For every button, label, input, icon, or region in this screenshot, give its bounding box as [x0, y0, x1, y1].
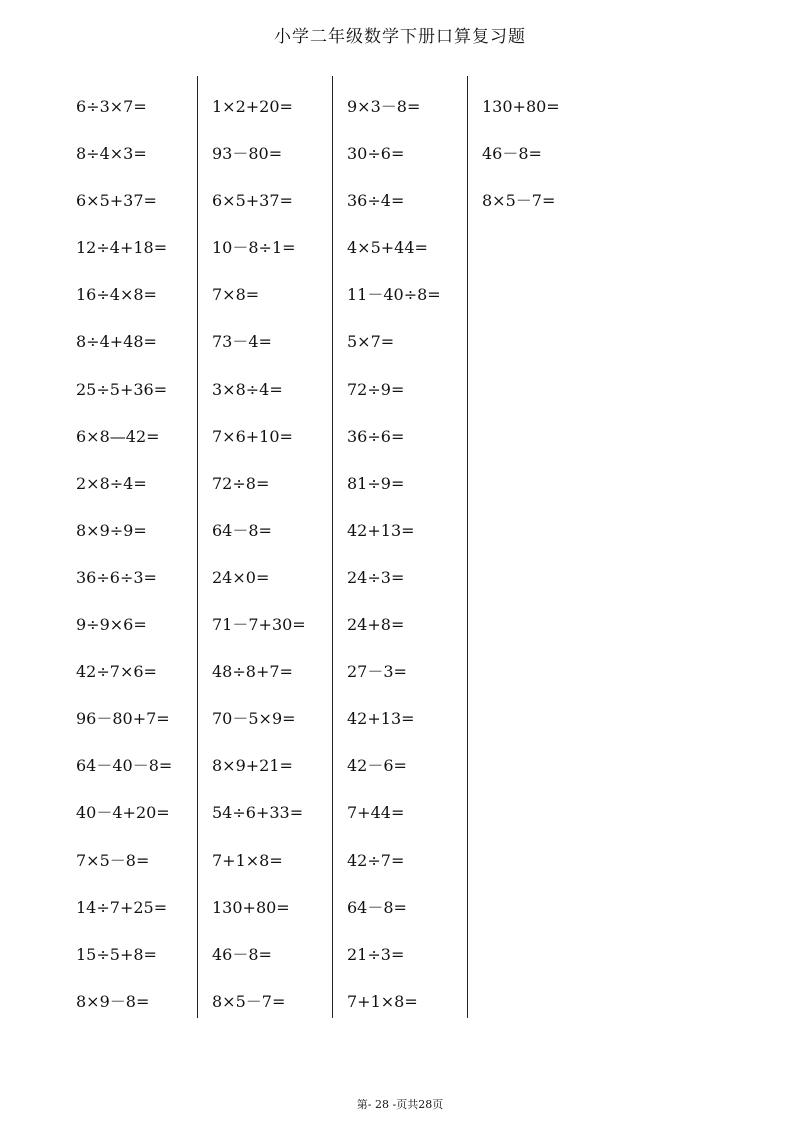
arithmetic-problem: 7×6+10= [212, 426, 293, 446]
arithmetic-problem: 8×5－7= [482, 191, 556, 211]
arithmetic-problem: 7+1×8= [212, 850, 283, 870]
arithmetic-problem: 10－8÷1= [212, 238, 296, 258]
arithmetic-problem: 27－3= [347, 662, 407, 682]
arithmetic-problem: 8×5－7= [212, 991, 286, 1011]
arithmetic-problem: 14÷7+25= [76, 897, 168, 917]
arithmetic-problem: 24×0= [212, 567, 270, 587]
arithmetic-problem: 81÷9= [347, 473, 405, 493]
arithmetic-problem: 8÷4×3= [76, 144, 147, 164]
arithmetic-problem: 71－7+30= [212, 615, 306, 635]
arithmetic-problem: 64－40－8= [76, 756, 173, 776]
arithmetic-problem: 7+1×8= [347, 991, 418, 1011]
arithmetic-problem: 8×9÷9= [76, 520, 147, 540]
arithmetic-problem: 42÷7×6= [76, 662, 157, 682]
problem-list [212, 97, 306, 1039]
page-title: 小学二年级数学下册口算复习题 [274, 27, 526, 47]
arithmetic-problem: 72÷8= [212, 473, 270, 493]
arithmetic-problem: 72÷9= [347, 379, 405, 399]
arithmetic-problem: 70－5×9= [212, 709, 296, 729]
arithmetic-problem: 6×5+37= [212, 191, 293, 211]
problem-list [347, 97, 441, 1039]
arithmetic-problem: 64－8= [347, 897, 407, 917]
arithmetic-problem: 6×8—42= [76, 426, 160, 446]
problem-columns [62, 76, 622, 1018]
arithmetic-problem: 7+44= [347, 803, 405, 823]
page-footer: 第- 28 -页共28页 [356, 1098, 444, 1111]
arithmetic-problem: 54÷6+33= [212, 803, 304, 823]
arithmetic-problem: 9÷9×6= [76, 615, 147, 635]
arithmetic-problem: 42+13= [347, 520, 415, 540]
problem-list [482, 97, 560, 238]
arithmetic-problem: 96－80+7= [76, 709, 170, 729]
arithmetic-problem: 73－4= [212, 332, 272, 352]
problem-column-1 [62, 76, 196, 1018]
arithmetic-problem: 24÷3= [347, 567, 405, 587]
arithmetic-problem: 36÷6÷3= [76, 567, 157, 587]
arithmetic-problem: 30÷6= [347, 144, 405, 164]
arithmetic-problem: 15÷5+8= [76, 944, 157, 964]
arithmetic-problem: 8×9+21= [212, 756, 293, 776]
arithmetic-problem: 8×9－8= [76, 991, 150, 1011]
arithmetic-problem: 7×5－8= [76, 850, 150, 870]
arithmetic-problem: 93－80= [212, 144, 283, 164]
arithmetic-problem: 25÷5+36= [76, 379, 168, 399]
arithmetic-problem: 5×7= [347, 332, 395, 352]
problem-column-2 [198, 76, 332, 1018]
arithmetic-problem: 16÷4×8= [76, 285, 157, 305]
arithmetic-problem: 42÷7= [347, 850, 405, 870]
problem-column-3 [333, 76, 467, 1018]
arithmetic-problem: 36÷4= [347, 191, 405, 211]
problem-column-4 [468, 76, 602, 1018]
arithmetic-problem: 7×8= [212, 285, 260, 305]
arithmetic-problem: 24+8= [347, 615, 405, 635]
arithmetic-problem: 48÷8+7= [212, 662, 293, 682]
arithmetic-problem: 1×2+20= [212, 97, 293, 116]
arithmetic-problem: 42－6= [347, 756, 407, 776]
arithmetic-problem: 21÷3= [347, 944, 405, 964]
arithmetic-problem: 8÷4+48= [76, 332, 157, 352]
arithmetic-problem: 12÷4+18= [76, 238, 168, 258]
arithmetic-problem: 64－8= [212, 520, 272, 540]
arithmetic-problem: 3×8÷4= [212, 379, 283, 399]
arithmetic-problem: 46－8= [482, 144, 542, 164]
arithmetic-problem: 2×8÷4= [76, 473, 147, 493]
arithmetic-problem: 42+13= [347, 709, 415, 729]
arithmetic-problem: 130+80= [212, 897, 290, 917]
arithmetic-problem: 9×3－8= [347, 97, 421, 116]
arithmetic-problem: 46－8= [212, 944, 272, 964]
arithmetic-problem: 6×5+37= [76, 191, 157, 211]
arithmetic-problem: 130+80= [482, 97, 560, 116]
arithmetic-problem: 40－4+20= [76, 803, 170, 823]
problem-list [76, 97, 172, 1039]
arithmetic-problem: 36÷6= [347, 426, 405, 446]
arithmetic-problem: 11－40÷8= [347, 285, 441, 305]
arithmetic-problem: 4×5+44= [347, 238, 428, 258]
arithmetic-problem: 6÷3×7= [76, 97, 147, 116]
